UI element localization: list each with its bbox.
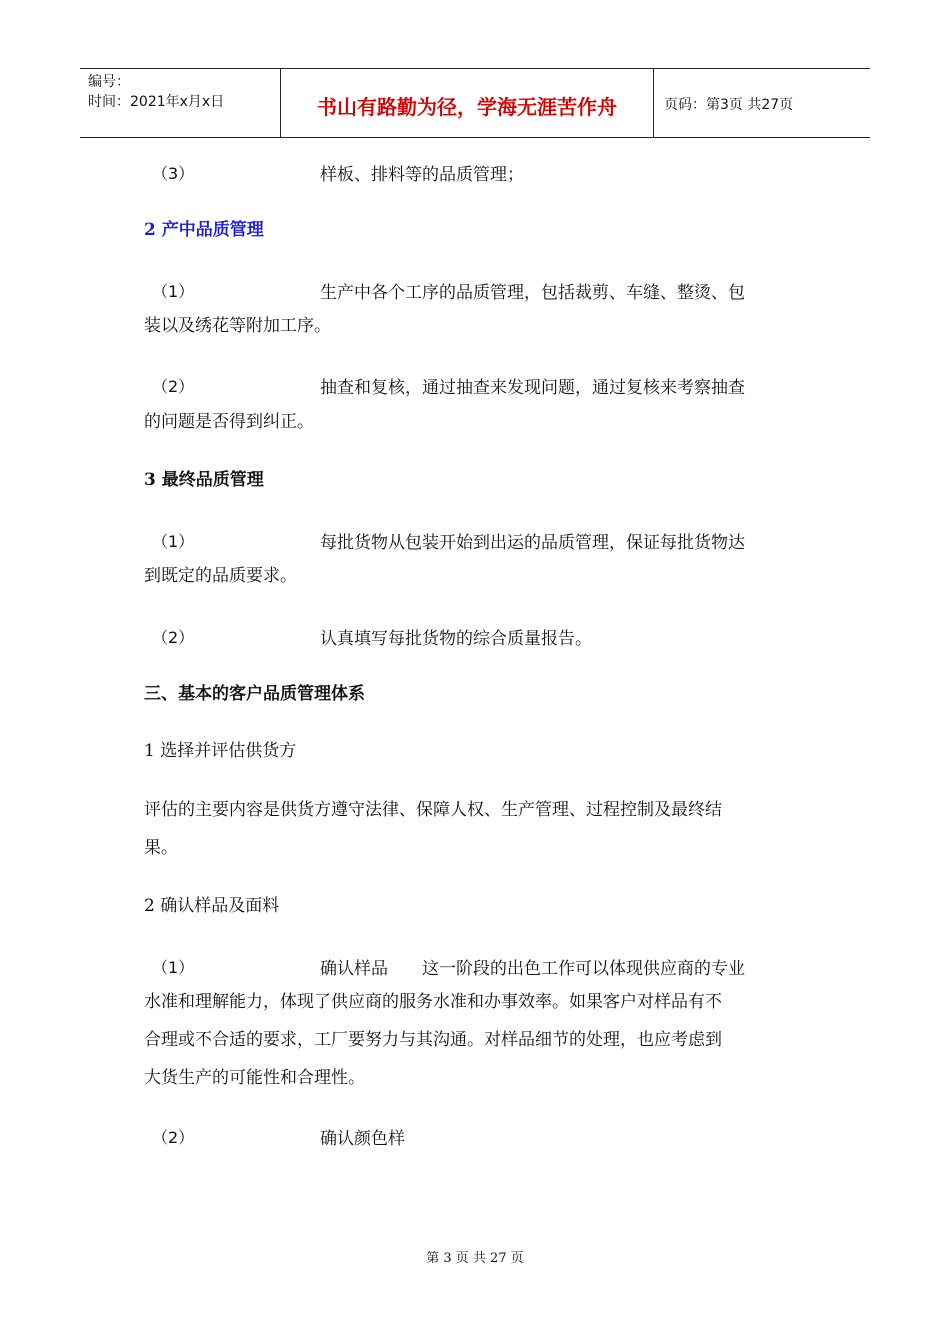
header-table — [80, 68, 870, 138]
header-motto-cell — [281, 69, 654, 137]
chapter-heading: 三、基本的客户品质管理体系 — [144, 684, 365, 704]
date-label: 时间：2021年x月x日 — [88, 94, 225, 110]
item-number: （1） — [152, 282, 195, 301]
motto-text: 书山有路勤为径，学海无涯苦作舟 — [317, 95, 617, 119]
paragraph-text: 样板、排料等的品质管理； — [320, 165, 524, 185]
header-page-cell — [654, 69, 870, 137]
header-left-cell — [80, 69, 281, 137]
item-number: （2） — [152, 1128, 195, 1147]
section-heading: 2 产中品质管理 — [144, 220, 264, 240]
paragraph-text: 装以及绣花等附加工序。 — [144, 316, 331, 336]
paragraph-text: 水准和理解能力，体现了供应商的服务水准和办事效率。如果客户对样品有不 — [144, 992, 722, 1012]
paragraph-text: 大货生产的可能性和合理性。 — [144, 1068, 365, 1088]
item-number: （1） — [152, 532, 195, 551]
paragraph-text: 每批货物从包装开始到出运的品质管理，保证每批货物达 — [320, 533, 745, 553]
item-number: （1） — [152, 958, 195, 977]
subsection-heading: 1 选择并评估供货方 — [144, 741, 297, 761]
paragraph-text: 果。 — [144, 838, 178, 858]
paragraph-text: 合理或不合适的要求，工厂要努力与其沟通。对样品细节的处理，也应考虑到 — [144, 1030, 722, 1050]
paragraph-text: 确认颜色样 — [320, 1129, 405, 1149]
item-number: （2） — [152, 377, 195, 396]
item-number: （2） — [152, 628, 195, 647]
paragraph-text: 认真填写每批货物的综合质量报告。 — [320, 629, 592, 649]
paragraph-text: 评估的主要内容是供货方遵守法律、保障人权、生产管理、过程控制及最终结 — [144, 800, 722, 820]
paragraph-text: 确认样品 这一阶段的出色工作可以体现供应商的专业 — [320, 959, 745, 979]
paragraph-text: 的问题是否得到纠正。 — [144, 412, 314, 432]
paragraph-text: 到既定的品质要求。 — [144, 566, 297, 586]
item-number: （3） — [152, 164, 195, 183]
paragraph-text: 抽查和复核，通过抽查来发现问题，通过复核来考察抽查 — [320, 378, 745, 398]
paragraph-text: 生产中各个工序的品质管理，包括裁剪、车缝、整烫、包 — [320, 283, 745, 303]
subsection-heading: 2 确认样品及面料 — [144, 896, 280, 916]
footer-page-number: 第 3 页 共 27 页 — [426, 1251, 524, 1266]
section-heading: 3 最终品质管理 — [144, 470, 264, 490]
document-number-label: 编号： — [88, 74, 130, 90]
header-page-number: 页码：第3页 共27页 — [664, 97, 794, 113]
